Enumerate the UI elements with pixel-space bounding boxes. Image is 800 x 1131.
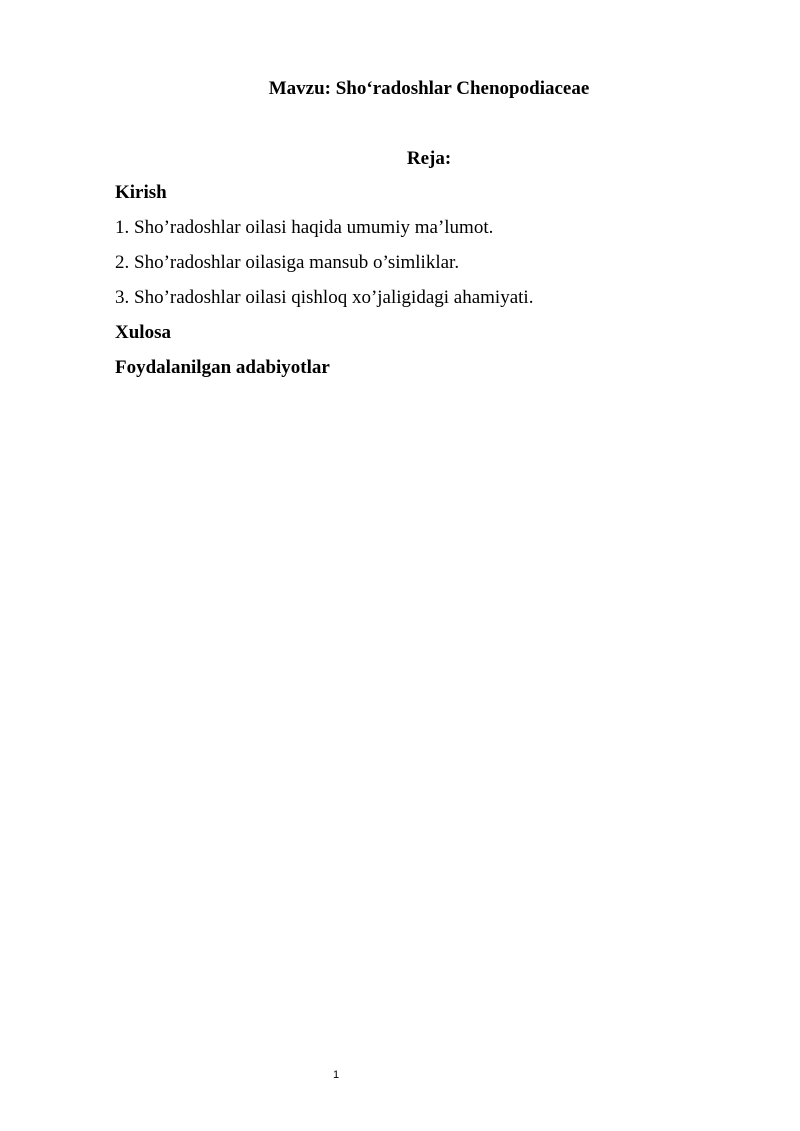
page-number: 1 — [332, 1069, 340, 1081]
plan-item-1: 1. Sho’radoshlar oilasi haqida umumiy ma’lumot. — [115, 217, 494, 238]
references-heading: Foydalanilgan adabiyotlar — [115, 357, 330, 378]
plan-item-2: 2. Sho’radoshlar oilasiga mansub o’simliklar. — [115, 252, 460, 273]
intro-heading: Kirish — [115, 182, 167, 203]
plan-heading: Reja: — [406, 148, 452, 169]
conclusion-heading: Xulosa — [115, 322, 171, 343]
document-title: Mavzu: Sho‘radoshlar Chenopodiaceae — [268, 78, 590, 99]
plan-list — [115, 180, 715, 390]
plan-item-3: 3. Sho’radoshlar oilasi qishloq xo’jaligidagi ahamiyati. — [115, 287, 534, 308]
